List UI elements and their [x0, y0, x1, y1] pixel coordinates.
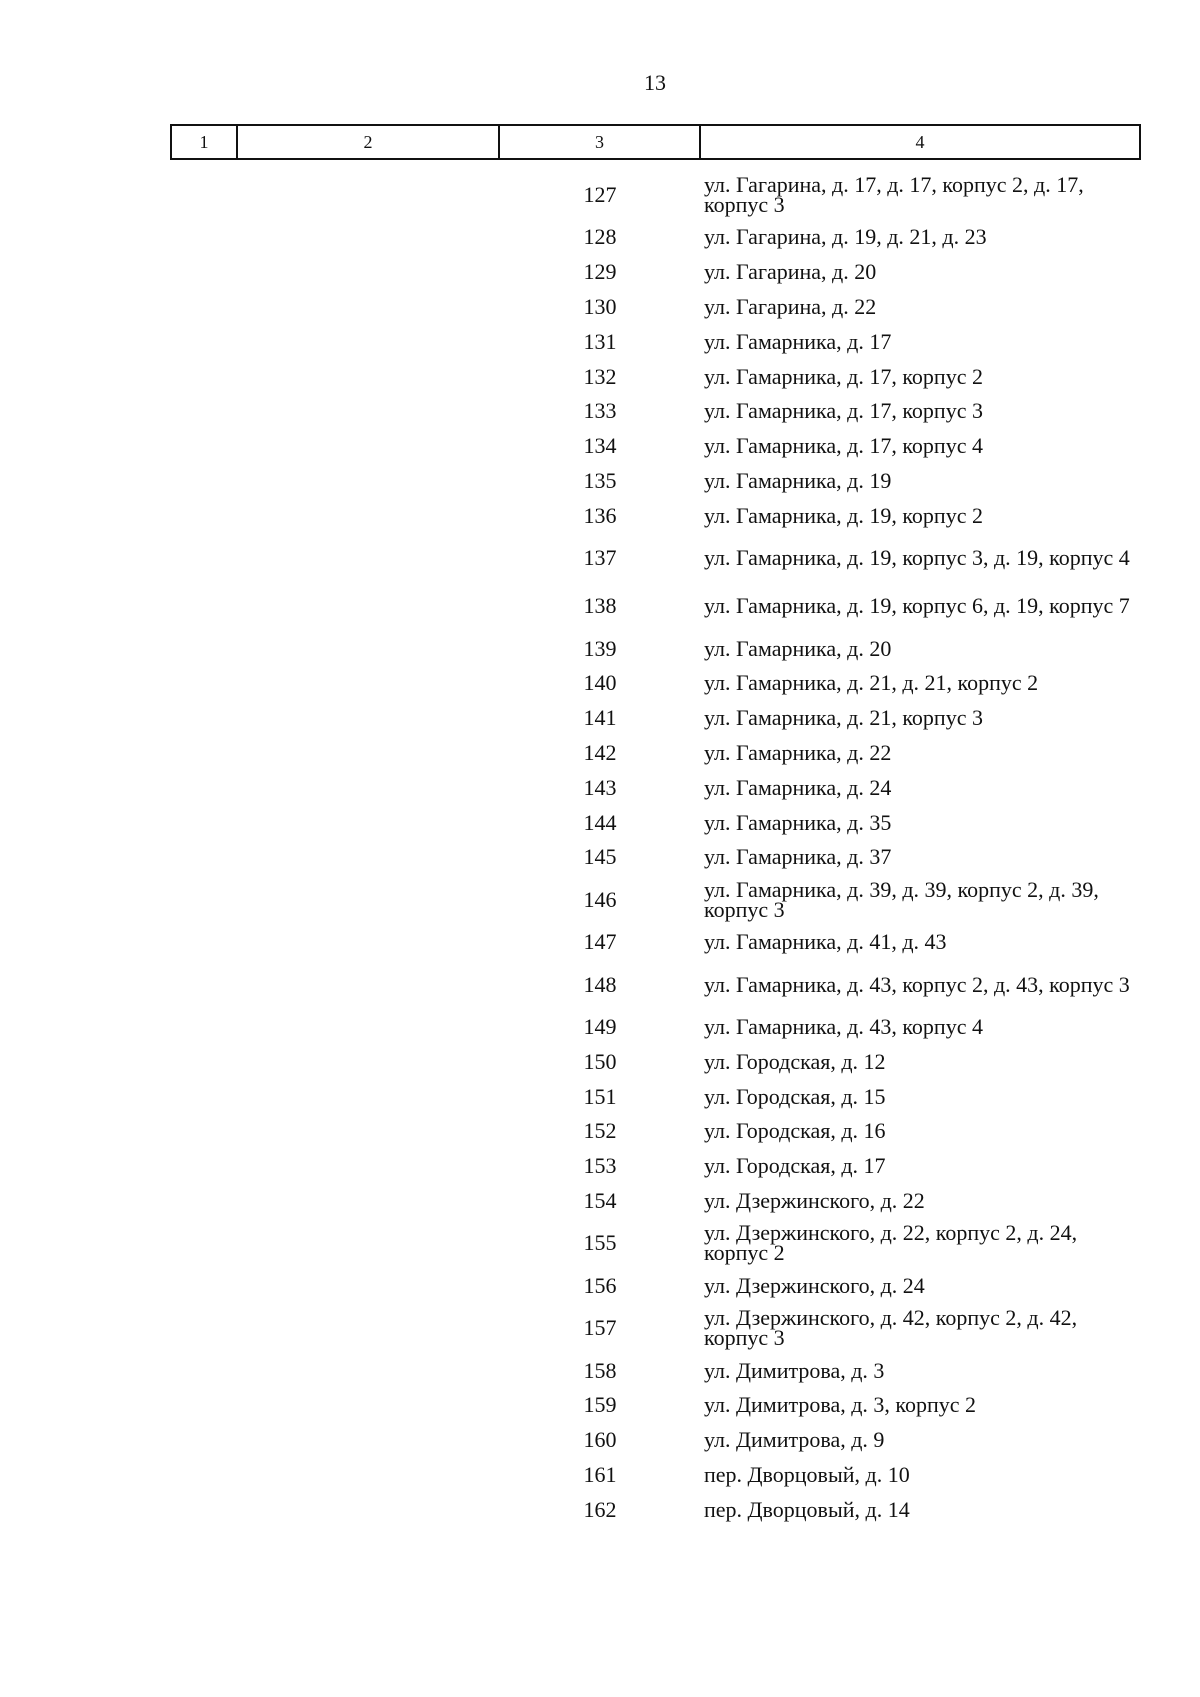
row-address: ул. Дзержинского, д. 22, корпус 2, д. 24, корпус 2 — [704, 1220, 1078, 1266]
table-row — [0, 324, 1200, 359]
row-number: 130 — [583, 293, 617, 319]
row-number: 142 — [583, 739, 617, 765]
table-row — [0, 1388, 1200, 1423]
table-row — [0, 464, 1200, 499]
row-number: 157 — [583, 1315, 617, 1341]
row-address: ул. Гамарника, д. 19, корпус 3, д. 19, корпус 4 — [704, 545, 1130, 571]
row-address: ул. Гамарника, д. 24 — [704, 774, 892, 800]
row-number: 140 — [583, 670, 617, 696]
row-number: 132 — [583, 363, 617, 389]
row-number: 143 — [583, 774, 617, 800]
row-number: 139 — [583, 635, 617, 661]
row-number: 138 — [583, 593, 617, 619]
column-header-2: 2 — [238, 126, 500, 158]
table-row — [0, 805, 1200, 840]
row-number: 158 — [583, 1357, 617, 1383]
row-number: 151 — [583, 1083, 617, 1109]
row-address: ул. Гамарника, д. 19, корпус 2 — [704, 502, 983, 528]
row-number: 136 — [583, 502, 617, 528]
table-row — [0, 1458, 1200, 1493]
row-number: 128 — [583, 224, 617, 250]
row-number: 150 — [583, 1048, 617, 1074]
page-number: 13 — [644, 70, 666, 95]
row-address: ул. Гагарина, д. 19, д. 21, д. 23 — [704, 224, 987, 250]
row-address: ул. Димитрова, д. 9 — [704, 1427, 885, 1453]
row-address: ул. Городская, д. 17 — [704, 1153, 886, 1179]
table-row — [0, 290, 1200, 325]
row-number: 141 — [583, 705, 617, 731]
row-number: 135 — [583, 467, 617, 493]
table-row — [0, 359, 1200, 394]
table-row — [0, 840, 1200, 875]
row-number: 159 — [583, 1392, 617, 1418]
row-address: ул. Гагарина, д. 22 — [704, 293, 877, 319]
row-address: ул. Гамарника, д. 19, корпус 6, д. 19, корпус 7 — [704, 593, 1130, 619]
table-row — [0, 172, 1200, 218]
table-row — [0, 1220, 1200, 1266]
table-row — [0, 736, 1200, 771]
row-number: 131 — [583, 328, 617, 354]
table-row — [0, 666, 1200, 701]
row-address: ул. Дзержинского, д. 24 — [704, 1272, 925, 1298]
row-number: 161 — [583, 1461, 617, 1487]
row-address: ул. Гамарника, д. 19 — [704, 467, 892, 493]
row-address: ул. Городская, д. 15 — [704, 1083, 886, 1109]
table-row — [0, 1184, 1200, 1219]
row-number: 147 — [583, 929, 617, 955]
row-number: 133 — [583, 398, 617, 424]
table-row — [0, 394, 1200, 429]
row-number: 152 — [583, 1118, 617, 1144]
table-row — [0, 535, 1200, 581]
table-row — [0, 583, 1200, 629]
row-address: ул. Дзержинского, д. 42, корпус 2, д. 42, корпус 3 — [704, 1305, 1078, 1351]
row-number: 146 — [583, 886, 617, 912]
row-number: 129 — [583, 259, 617, 285]
row-number: 154 — [583, 1187, 617, 1213]
row-address: пер. Дворцовый, д. 14 — [704, 1496, 910, 1522]
row-address: ул. Дзержинского, д. 22 — [704, 1187, 925, 1213]
row-address: ул. Гамарника, д. 17, корпус 2 — [704, 363, 983, 389]
row-address: ул. Гамарника, д. 21, корпус 3 — [704, 705, 983, 731]
row-number: 148 — [583, 971, 617, 997]
row-address: ул. Гамарника, д. 43, корпус 2, д. 43, корпус 3 — [704, 971, 1130, 997]
row-address: ул. Гамарника, д. 22 — [704, 739, 892, 765]
table-row — [0, 925, 1200, 960]
table-header — [170, 124, 1141, 160]
table-row — [0, 1353, 1200, 1388]
table-row — [0, 631, 1200, 666]
row-address: ул. Городская, д. 12 — [704, 1048, 886, 1074]
row-number: 162 — [583, 1496, 617, 1522]
row-address: ул. Гагарина, д. 17, д. 17, корпус 2, д. 17, корпус 3 — [704, 172, 1084, 217]
column-header-1: 1 — [172, 126, 238, 158]
table-row — [0, 429, 1200, 464]
row-number: 134 — [583, 433, 617, 459]
table-row — [0, 1079, 1200, 1114]
row-address: ул. Гамарника, д. 17, корпус 3 — [704, 398, 983, 424]
table-row — [0, 1305, 1200, 1351]
row-address: ул. Гамарника, д. 41, д. 43 — [704, 929, 947, 955]
row-address: ул. Городская, д. 16 — [704, 1118, 886, 1144]
table-row — [0, 498, 1200, 533]
row-address: ул. Гамарника, д. 17, корпус 4 — [704, 433, 983, 459]
row-number: 156 — [583, 1272, 617, 1298]
row-address: ул. Гамарника, д. 43, корпус 4 — [704, 1013, 983, 1039]
row-address: ул. Гамарника, д. 21, д. 21, корпус 2 — [704, 670, 1039, 696]
table-row — [0, 877, 1200, 923]
row-address: ул. Гамарника, д. 37 — [704, 844, 892, 870]
table-row — [0, 770, 1200, 805]
row-address: ул. Димитрова, д. 3, корпус 2 — [704, 1392, 977, 1418]
table-row — [0, 962, 1200, 1008]
table-row — [0, 1423, 1200, 1458]
row-number: 153 — [583, 1153, 617, 1179]
column-header-4: 4 — [915, 132, 925, 152]
column-header-3: 3 — [500, 126, 701, 158]
table-row — [0, 1268, 1200, 1303]
row-address: ул. Гамарника, д. 35 — [704, 809, 892, 835]
row-number: 144 — [583, 809, 617, 835]
row-number: 160 — [583, 1427, 617, 1453]
row-address: ул. Гамарника, д. 39, д. 39, корпус 2, д. 39, корпус 3 — [704, 876, 1099, 922]
table-row — [0, 1114, 1200, 1149]
row-address: пер. Дворцовый, д. 10 — [704, 1461, 910, 1487]
table-row — [0, 255, 1200, 290]
row-address: ул. Гамарника, д. 20 — [704, 635, 892, 661]
row-address: ул. Димитрова, д. 3 — [704, 1357, 885, 1383]
table-row — [0, 220, 1200, 255]
row-number: 155 — [583, 1230, 617, 1256]
row-number: 137 — [583, 545, 617, 571]
row-address: ул. Гагарина, д. 20 — [704, 259, 877, 285]
table-row — [0, 1492, 1200, 1527]
row-address: ул. Гамарника, д. 17 — [704, 328, 892, 354]
row-number: 145 — [583, 844, 617, 870]
table-row — [0, 1149, 1200, 1184]
table-row — [0, 701, 1200, 736]
table-row — [0, 1044, 1200, 1079]
row-number: 149 — [583, 1013, 617, 1039]
table-row — [0, 1010, 1200, 1045]
row-number: 127 — [583, 182, 617, 207]
address-list — [0, 170, 1200, 1527]
